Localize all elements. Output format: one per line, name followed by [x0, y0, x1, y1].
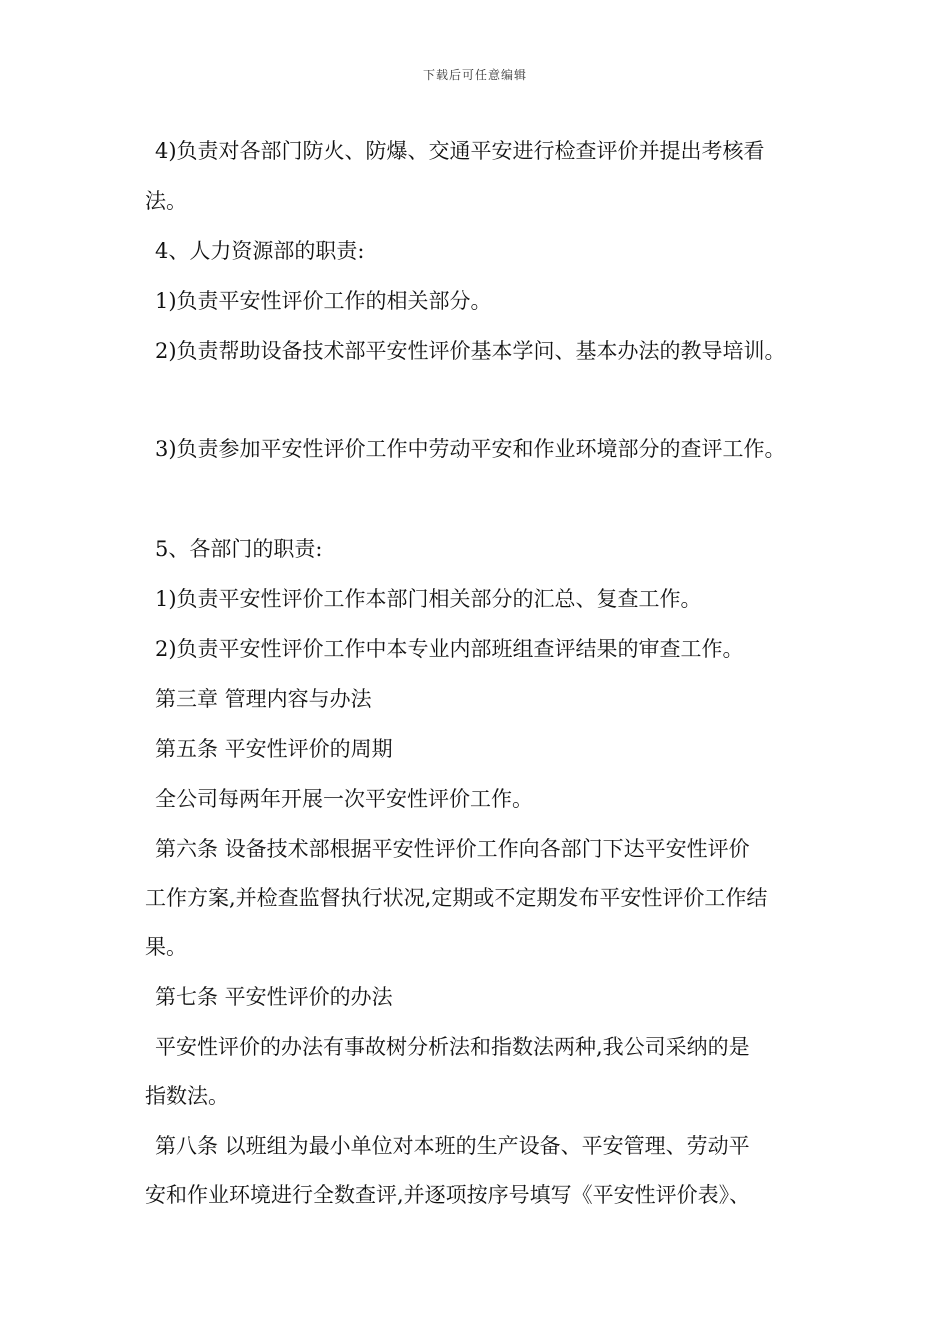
section-heading: 5、各部门的职责:: [155, 537, 323, 561]
paragraph-line: 指数法。: [145, 1084, 229, 1108]
paragraph-line: 工作方案,并检查监督执行状况,定期或不定期发布平安性评价工作结: [145, 886, 768, 910]
article-heading: 第七条 平安性评价的办法: [155, 985, 393, 1009]
section-heading: 4、人力资源部的职责:: [155, 239, 365, 263]
paragraph-line: 全公司每两年开展一次平安性评价工作。: [155, 787, 533, 811]
article-heading: 第五条 平安性评价的周期: [155, 737, 393, 761]
chapter-heading: 第三章 管理内容与办法: [155, 687, 372, 711]
paragraph-line: 4)负责对各部门防火、防爆、交通平安进行检查评价并提出考核看: [155, 139, 765, 163]
paragraph-line: 法。: [145, 189, 187, 213]
paragraph-line: 1)负责平安性评价工作本部门相关部分的汇总、复查工作。: [155, 587, 702, 611]
paragraph-line: 2)负责平安性评价工作中本专业内部班组查评结果的审查工作。: [155, 637, 744, 661]
paragraph-line: 2)负责帮助设备技术部平安性评价基本学问、基本办法的教导培训。: [155, 339, 786, 363]
paragraph-line: 安和作业环境进行全数查评,并逐项按序号填写《平安性评价表》、: [145, 1183, 751, 1207]
header-note: 下载后可任意编辑: [422, 68, 527, 82]
paragraph-line: 第六条 设备技术部根据平安性评价工作向各部门下达平安性评价: [155, 837, 750, 861]
paragraph-line: 1)负责平安性评价工作的相关部分。: [155, 289, 492, 313]
paragraph-line: 第八条 以班组为最小单位对本班的生产设备、平安管理、劳动平: [155, 1134, 750, 1158]
paragraph-line: 果。: [145, 935, 187, 959]
paragraph-line: 3)负责参加平安性评价工作中劳动平安和作业环境部分的查评工作。: [155, 437, 786, 461]
paragraph-line: 平安性评价的办法有事故树分析法和指数法两种,我公司采纳的是: [155, 1035, 750, 1059]
